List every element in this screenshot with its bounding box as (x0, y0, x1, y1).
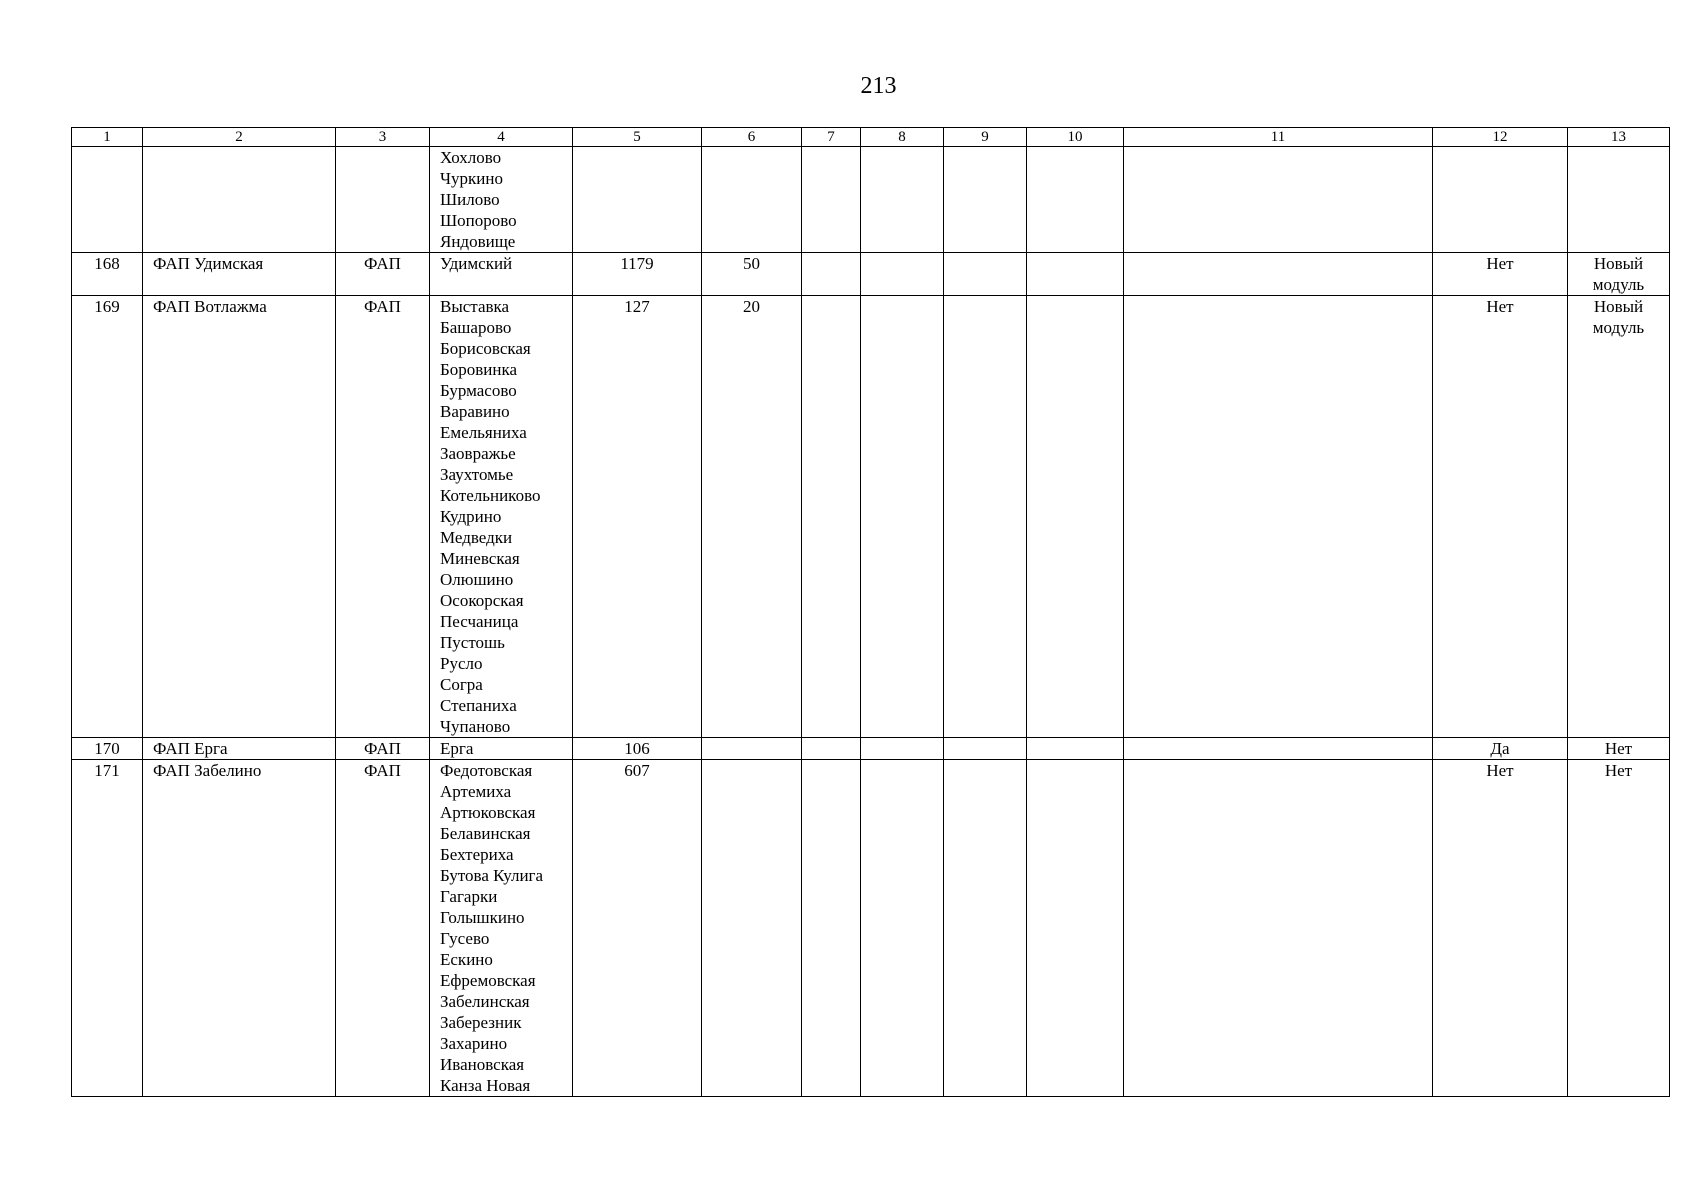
cell-settlements-line: Ескино (440, 950, 493, 969)
cell-col12-text: Нет (1486, 761, 1514, 780)
cell-settlements-line: Федотовская (440, 761, 533, 780)
cell-settlements-line: Согра (440, 675, 483, 694)
cell-col6 (702, 760, 802, 1097)
cell-col13 (1568, 738, 1670, 760)
cell-settlements-line: Голышкино (440, 908, 525, 927)
cell-col13 (1568, 253, 1670, 296)
table-header-row (72, 128, 1670, 147)
cell-settlements-line: Боровинка (440, 360, 518, 379)
cell-settlements-line: Варавино (440, 402, 510, 421)
cell-settlements-line: Степаниха (440, 696, 517, 715)
cell-col5 (573, 760, 702, 1097)
cell-number (72, 738, 143, 760)
cell-settlements-line: Шопорово (440, 211, 517, 230)
cell-settlements-line: Осокорская (440, 591, 524, 610)
cell-number (72, 253, 143, 296)
column-header: 8 (861, 128, 944, 147)
column-header: 13 (1568, 128, 1670, 147)
column-header: 9 (944, 128, 1027, 147)
cell-col7 (802, 760, 861, 1097)
column-header: 3 (336, 128, 430, 147)
cell-col5-text: 607 (624, 761, 650, 780)
cell-number (72, 147, 143, 253)
cell-col5-text: 1179 (620, 254, 654, 273)
cell-number-text: 171 (94, 761, 120, 780)
cell-col13-line: Нет (1604, 761, 1633, 780)
page-number: 213 (860, 73, 897, 99)
cell-settlements-line: Заберезник (440, 1013, 522, 1032)
cell-settlements (430, 147, 573, 253)
cell-facility-type (336, 296, 430, 738)
cell-col9 (944, 147, 1027, 253)
cell-settlements-line: Яндовище (440, 232, 516, 251)
table-body (72, 147, 1670, 1097)
cell-col12-text: Нет (1486, 297, 1514, 316)
table-row (72, 738, 1670, 760)
cell-col13-line: Новый (1593, 297, 1644, 316)
cell-col9 (944, 760, 1027, 1097)
cell-settlements (430, 253, 573, 296)
cell-col7 (802, 296, 861, 738)
cell-settlements-line: Бутова Кулига (440, 866, 544, 885)
cell-col13-line: Нет (1604, 739, 1633, 758)
cell-settlements-line: Заовражье (440, 444, 516, 463)
cell-facility-name (143, 296, 336, 738)
cell-col5-text: 106 (624, 739, 650, 758)
cell-settlements-line: Гусево (440, 929, 490, 948)
cell-col11 (1124, 296, 1433, 738)
cell-col12-text: Да (1490, 739, 1510, 758)
cell-settlements-line: Миневская (440, 549, 520, 568)
cell-col11 (1124, 738, 1433, 760)
cell-facility-name-text: ФАП Забелино (153, 761, 262, 780)
cell-settlements-line: Чупаново (440, 717, 511, 736)
column-header: 6 (702, 128, 802, 147)
cell-col9 (944, 296, 1027, 738)
cell-settlements (430, 760, 573, 1097)
cell-settlements-line: Хохлово (440, 148, 502, 167)
column-header: 4 (430, 128, 573, 147)
cell-settlements (430, 296, 573, 738)
cell-facility-type-text: ФАП (364, 254, 401, 273)
cell-col7 (802, 738, 861, 760)
cell-col8 (861, 253, 944, 296)
cell-settlements-line: Башарово (440, 318, 512, 337)
cell-col11 (1124, 253, 1433, 296)
cell-facility-name (143, 147, 336, 253)
cell-col10 (1027, 760, 1124, 1097)
table-row (72, 760, 1670, 1097)
cell-facility-name-text: ФАП Удимская (153, 254, 264, 273)
cell-col13 (1568, 296, 1670, 738)
cell-col12 (1433, 296, 1568, 738)
cell-settlements-line: Захарино (440, 1034, 508, 1053)
cell-settlements-line: Удимский (440, 254, 513, 273)
cell-facility-type (336, 253, 430, 296)
cell-facility-name-text: ФАП Ерга (153, 739, 228, 758)
cell-settlements (430, 738, 573, 760)
cell-settlements-line: Борисовская (440, 339, 531, 358)
column-header: 1 (72, 128, 143, 147)
cell-col10 (1027, 296, 1124, 738)
cell-col12 (1433, 738, 1568, 760)
cell-facility-name-text: ФАП Вотлажма (153, 297, 267, 316)
cell-col7 (802, 147, 861, 253)
cell-facility-type (336, 147, 430, 253)
cell-col6-text: 50 (743, 254, 760, 273)
cell-col10 (1027, 253, 1124, 296)
column-header: 7 (802, 128, 861, 147)
cell-col9 (944, 738, 1027, 760)
cell-settlements-line: Гагарки (440, 887, 498, 906)
cell-col6 (702, 147, 802, 253)
cell-facility-type-text: ФАП (364, 297, 401, 316)
cell-settlements-line: Ивановская (440, 1055, 525, 1074)
cell-settlements-line: Песчаница (440, 612, 519, 631)
cell-settlements-line: Чуркино (440, 169, 504, 188)
cell-facility-name (143, 760, 336, 1097)
cell-facility-type (336, 760, 430, 1097)
column-header: 12 (1433, 128, 1568, 147)
cell-col10 (1027, 738, 1124, 760)
table-row (72, 296, 1670, 738)
cell-settlements-line: Олюшино (440, 570, 514, 589)
cell-col11 (1124, 760, 1433, 1097)
cell-col5 (573, 738, 702, 760)
cell-settlements-line: Пустошь (440, 633, 505, 652)
cell-settlements-line: Котельниково (440, 486, 541, 505)
cell-settlements-line: Бурмасово (440, 381, 517, 400)
cell-col5 (573, 253, 702, 296)
cell-settlements-line: Канза Новая (440, 1076, 531, 1095)
cell-settlements-line: Заухтомье (440, 465, 514, 484)
column-header: 2 (143, 128, 336, 147)
cell-col8 (861, 760, 944, 1097)
cell-settlements-line: Артюковская (440, 803, 536, 822)
cell-col5 (573, 296, 702, 738)
cell-number-text: 170 (94, 739, 120, 758)
cell-facility-type-text: ФАП (364, 761, 401, 780)
cell-col6 (702, 296, 802, 738)
cell-col8 (861, 738, 944, 760)
cell-col13 (1568, 147, 1670, 253)
cell-facility-name (143, 738, 336, 760)
cell-settlements-line: Ерга (440, 739, 474, 758)
cell-col12 (1433, 760, 1568, 1097)
cell-col9 (944, 253, 1027, 296)
cell-settlements-line: Белавинская (440, 824, 531, 843)
cell-col12-text: Нет (1486, 254, 1514, 273)
cell-col6 (702, 253, 802, 296)
cell-settlements-line: Медведки (440, 528, 513, 547)
column-header: 10 (1027, 128, 1124, 147)
column-header: 11 (1124, 128, 1433, 147)
cell-col12 (1433, 253, 1568, 296)
cell-facility-type-text: ФАП (364, 739, 401, 758)
table-row (72, 253, 1670, 296)
cell-number-text: 169 (94, 297, 120, 316)
cell-col7 (802, 253, 861, 296)
cell-settlements-line: Выставка (440, 297, 510, 316)
facilities-table (71, 127, 1670, 1097)
cell-settlements-line: Ефремовская (440, 971, 536, 990)
column-header: 5 (573, 128, 702, 147)
cell-number-text: 168 (94, 254, 120, 273)
cell-settlements-line: Бехтериха (440, 845, 514, 864)
table-row (72, 147, 1670, 253)
cell-settlements-line: Русло (440, 654, 483, 673)
cell-col13 (1568, 760, 1670, 1097)
cell-col6-text: 20 (743, 297, 760, 316)
cell-col11 (1124, 147, 1433, 253)
cell-col8 (861, 147, 944, 253)
cell-col13-line: модуль (1592, 318, 1645, 337)
cell-facility-type (336, 738, 430, 760)
cell-settlements-line: Артемиха (440, 782, 512, 801)
cell-number (72, 760, 143, 1097)
cell-settlements-line: Забелинская (440, 992, 530, 1011)
cell-col5 (573, 147, 702, 253)
cell-col13-line: Новый (1593, 254, 1644, 273)
cell-col8 (861, 296, 944, 738)
cell-col13-line: модуль (1592, 275, 1645, 294)
cell-col6 (702, 738, 802, 760)
cell-col5-text: 127 (624, 297, 650, 316)
cell-col12 (1433, 147, 1568, 253)
cell-facility-name (143, 253, 336, 296)
cell-settlements-line: Емельяниха (440, 423, 527, 442)
cell-number (72, 296, 143, 738)
cell-settlements-line: Кудрино (440, 507, 502, 526)
cell-col10 (1027, 147, 1124, 253)
cell-settlements-line: Шилово (440, 190, 500, 209)
